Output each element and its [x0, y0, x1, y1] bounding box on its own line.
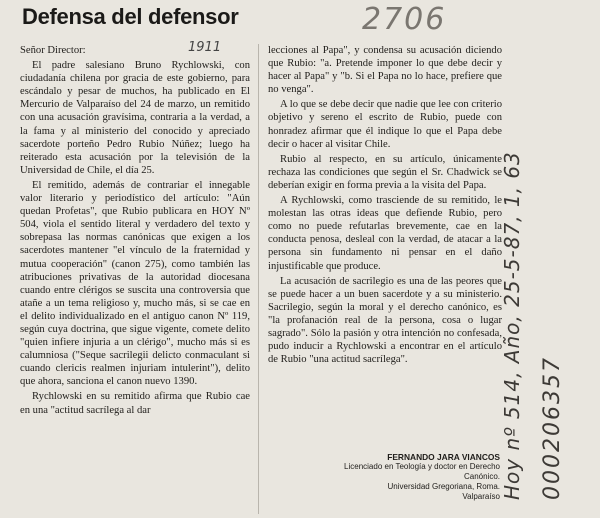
paragraph: Rubio al respecto, en su artículo, únicamente rechaza las condiciones que según el Sr. Chadwick se deberían exigir en forma previa a la visita del Papa.	[268, 153, 502, 191]
column-divider	[258, 44, 259, 514]
author-title-cont: Canónico.	[463, 472, 500, 481]
signature-block	[300, 452, 500, 502]
paragraph: El remitido, además de contrariar el innegable valor literario y periodístico del artículo: "Aún quedan Profetas", que Rubio publicara en HOY Nº 504, viola el sentido literal y verdadero del texto y sobrepasa las normas canónicas que exigen a los sacerdotes mantener "el vínculo de la fraternidad y mutua cooperación" (canon 275), como también las atribuciones privativas de la autoridad diocesana cuando entre clérigos se suscita una controversia que atañe a un tema religioso y, mucho más, si se cae en el delito individualizado en el antiguo canon Nº 119, según cuya doctrina, que sigue vigente, comete delito "quien infiere injuria a un clérigo", mucho más si es calumniosa ("Seque sacrilegii delicto conmaculant si cuando clericis realmen injuriam intulerint"), delito que ahora, sanciona el canon nuevo 1390.	[20, 179, 250, 388]
author-institution: Universidad Gregoriana, Roma.	[387, 482, 500, 491]
paragraph: A lo que se debe decir que nadie que lee con criterio objetivo y sereno el escrito de Rubio, puede con honradez afirmar que él indique lo que el Papa debe decir o hacer al visitar Chile.	[268, 99, 502, 150]
author-city: Valparaíso	[462, 492, 500, 501]
right-column	[268, 44, 502, 368]
paragraph: Rychlowski en su remitido afirma que Rubio cae en una "actitud sacrílega al dar	[20, 391, 250, 416]
paragraph: A Rychlowski, como trasciende de su remitido, le molestan las otras ideas que defiende Rubio, pero como no puede refutarlas brevemente, cae en la conducta penosa, desleal con la verdad, de atacar a la persona sin fundamento ni pensar en el daño injustificable que produce.	[268, 195, 502, 272]
author-title: Licenciado en Teología y doctor en Derecho	[344, 462, 500, 471]
handwritten-year: 1911	[188, 40, 222, 55]
handwritten-catalog-code: 000206357	[540, 356, 565, 500]
handwritten-archive-number: 2706	[362, 2, 447, 37]
salutation: Señor Director:	[20, 45, 86, 56]
paragraph: lecciones al Papa", y condensa su acusación diciendo que Rubio: "a. Pretende imponer lo que debe decir y hacer al Papa" y "b. Si el Papa no lo hace, prefiere que no venga".	[268, 45, 502, 96]
paragraph: La acusación de sacrilegio es una de las peores que se puede hacer a un buen sacerdote y a su ministerio. Sacrilegio, según la moral y el derecho canónico, es "la profanación real de la persona, cosa o lugar sagrado". Sólo la pasión y otra intención no confesada, pudo inducir a Rychlowski a encontrar en el artículo de Rubio "una actitud sacrílega".	[268, 275, 502, 366]
left-column	[20, 44, 250, 419]
author-name: FERNANDO JARA VIANCOS	[387, 452, 500, 462]
paragraph: El padre salesiano Bruno Rychlowski, con ciudadanía chilena por gracia de este gobierno, para escándalo y pesar de muchos, ha publicado en El Mercurio de Valparaíso del 24 de marzo, un remitido con una acusación gravísima, contraria a la verdad, a la fama y al ministerio del conocido y apreciado sacerdote porteño Pedro Rubio Núñez; luego ha reiterado esta acusación por la televisión de la Universidad de Chile, el día 25.	[20, 60, 250, 176]
handwritten-source-note: Hoy nº 514, Año, 25-5-87, 1, 63	[500, 151, 524, 500]
headline: Defensa del defensor	[22, 4, 239, 29]
